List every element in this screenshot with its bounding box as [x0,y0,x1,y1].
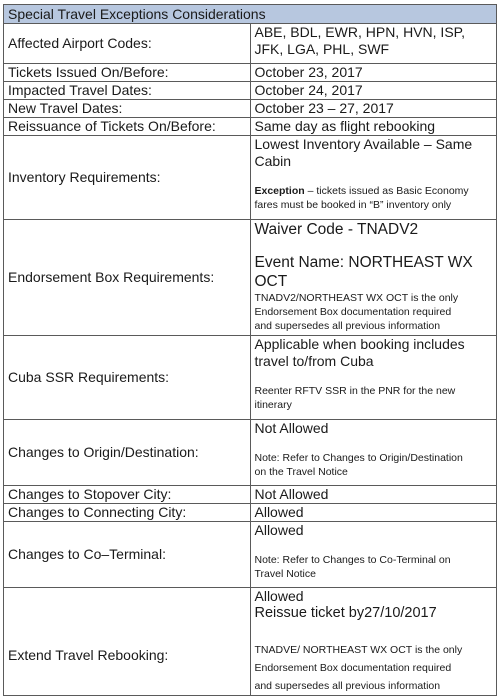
airports-label: Affected Airport Codes: [4,24,251,64]
coterminal-note1: Note: Refer to Changes to Co-Terminal on [254,554,451,566]
exception-line2: fares must be booked in “B” inventory only [254,199,452,211]
exception-text: – tickets issued as Basic Economy [304,185,469,197]
inventory-label: Inventory Requirements: [4,136,251,220]
event-line2: OCT [254,273,288,290]
coterminal-label: Changes to Co–Terminal: [4,522,251,588]
row-origin-destination [4,420,497,486]
extend-value-cell [250,588,497,696]
cuba-label: Cuba SSR Requirements: [4,336,251,420]
cuba-line2: travel to/from Cuba [254,353,374,369]
cuba-line1: Applicable when booking includes [254,336,465,352]
row-airports [4,24,497,64]
airports-line1: ABE, BDL, EWR, HPN, HVN, ISP, [254,24,466,40]
newdates-label: New Travel Dates: [4,100,251,118]
row-endorsement [4,220,497,336]
row-connecting [4,504,497,522]
airports-value [250,24,497,64]
endorsement-value [250,220,497,336]
row-extend-rebooking [4,588,497,696]
connecting-value: Allowed [250,504,497,522]
coterminal-value-cell [250,522,497,588]
waiver-code: Waiver Code - TNADV2 [254,221,419,238]
extend-note1: TNADVE/ NORTHEAST WX OCT is the only [254,644,463,656]
table-header: Special Travel Exceptions Considerations [4,5,497,24]
inventory-exception [255,184,493,198]
origin-label: Changes to Origin/Destination: [4,420,251,486]
origin-note1: Note: Refer to Changes to Origin/Destination [254,452,463,464]
row-reissuance [4,118,497,136]
cuba-value [250,336,497,420]
issued-value: October 23, 2017 [250,64,497,82]
connecting-label: Changes to Connecting City: [4,504,251,522]
row-cuba [4,336,497,420]
inventory-value [250,136,497,220]
row-tickets-issued [4,64,497,82]
row-impacted-dates [4,82,497,100]
event-line1: Event Name: NORTHEAST WX [254,254,473,271]
reissue-label: Reissuance of Tickets On/Before: [4,118,251,136]
coterminal-value: Allowed [254,522,304,538]
coterminal-note2: Travel Notice [254,568,316,580]
impacted-value: October 24, 2017 [250,82,497,100]
endorsement-label: Endorsement Box Requirements: [4,220,251,336]
issued-label: Tickets Issued On/Before: [4,64,251,82]
origin-note2: on the Travel Notice [254,466,348,478]
endorsement-note1: TNADV2/NORTHEAST WX OCT is the only [254,292,459,304]
inventory-line2: Cabin [254,153,292,169]
impacted-label: Impacted Travel Dates: [4,82,251,100]
endorsement-note2: Endorsement Box documentation required [254,306,452,318]
extend-label: Extend Travel Rebooking: [4,588,251,696]
stopover-value: Not Allowed [250,486,497,504]
inventory-line1: Lowest Inventory Available – Same [254,136,473,152]
airports-line2: JFK, LGA, PHL, SWF [254,41,390,57]
row-stopover [4,486,497,504]
stopover-label: Changes to Stopover City: [4,486,251,504]
newdates-value: October 23 – 27, 2017 [250,100,497,118]
endorsement-note3: and supersedes all previous information [254,320,441,332]
travel-exceptions-table [3,4,497,696]
row-new-dates [4,100,497,118]
table-header-row [4,5,497,24]
cuba-note2: itinerary [254,399,292,411]
extend-reissue: Reissue ticket by27/10/2017 [254,605,437,621]
row-inventory [4,136,497,220]
row-coterminal [4,522,497,588]
cuba-note1: Reenter RFTV SSR in the PNR for the new [254,385,456,397]
extend-value: Allowed [254,588,304,604]
origin-value: Not Allowed [254,420,329,436]
extend-note3: and supersedes all previous information [254,680,441,692]
extend-note2: Endorsement Box documentation required [254,662,452,674]
reissue-value: Same day as flight rebooking [250,118,497,136]
origin-value-cell [250,420,497,486]
exception-bold: Exception [254,185,305,197]
